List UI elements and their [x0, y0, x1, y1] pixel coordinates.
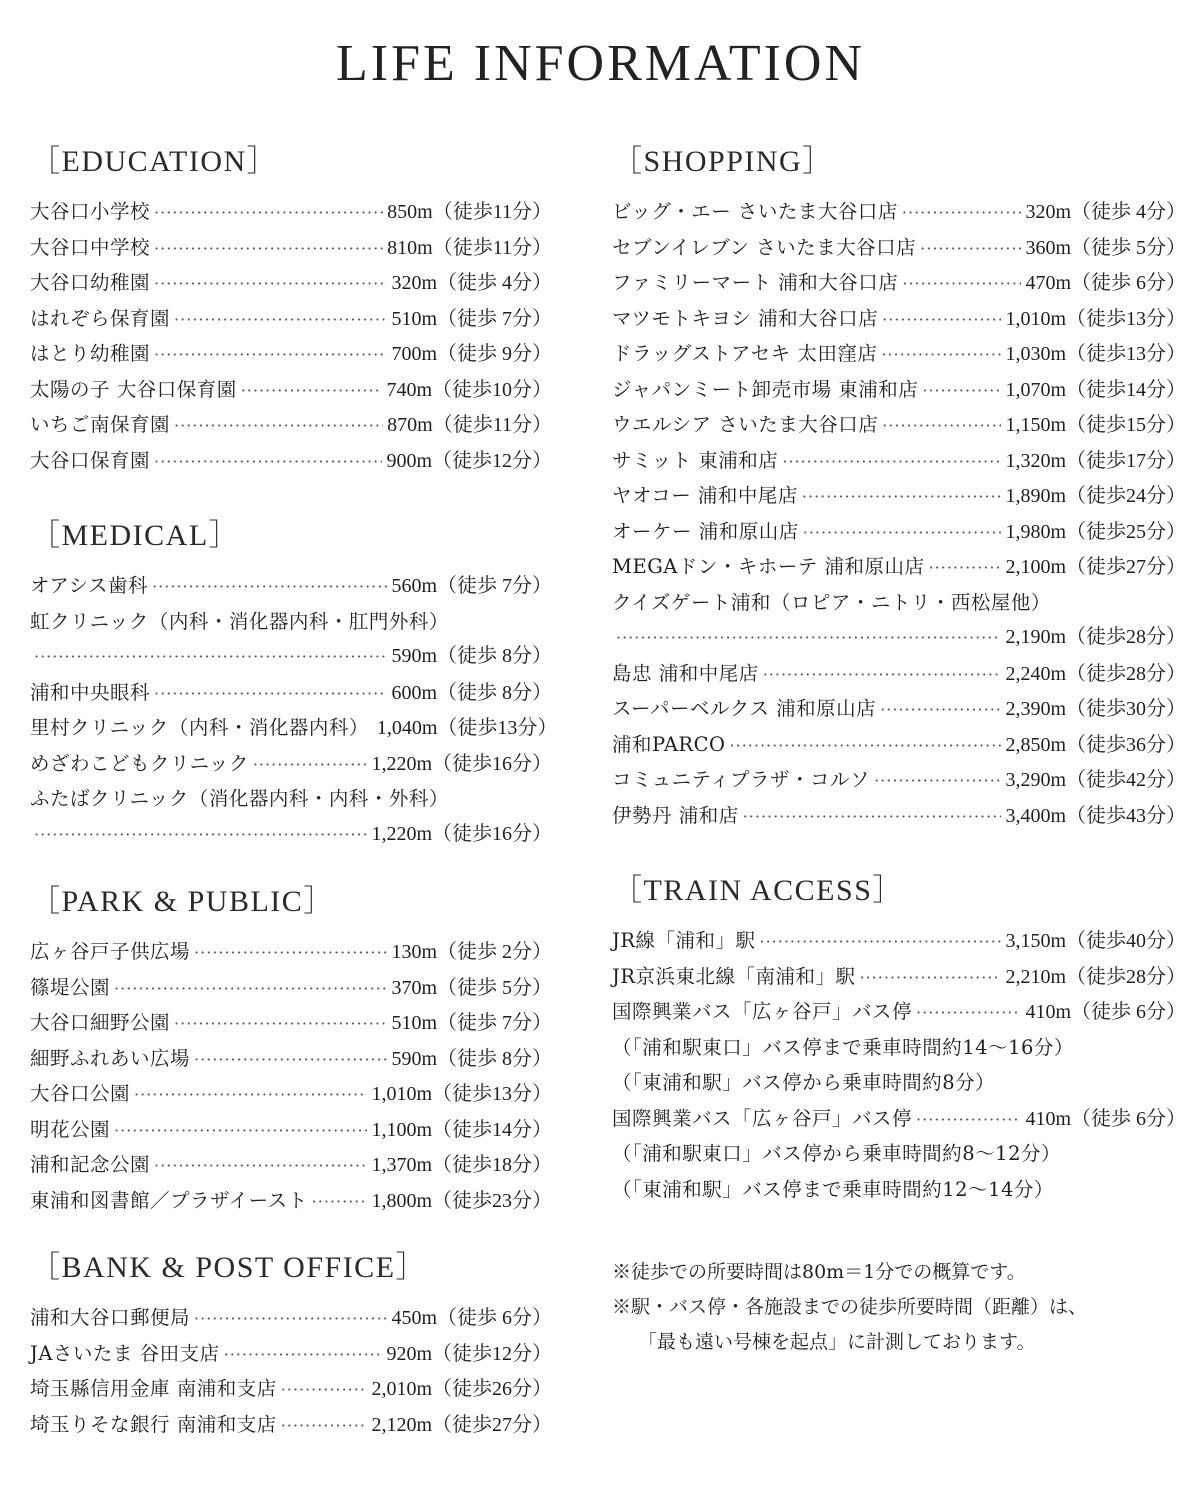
list-item [30, 1147, 552, 1183]
dot-leader [882, 302, 1001, 338]
list-item [30, 230, 552, 266]
item-name: 大谷口細野公園 [30, 1011, 171, 1034]
list-item [612, 1065, 1186, 1101]
dot-leader [782, 444, 1001, 480]
dot-leader [902, 195, 1022, 231]
dot-leader [194, 935, 387, 971]
item-name: 大谷口保育園 [30, 448, 151, 472]
dot-leader [312, 1184, 368, 1220]
item-distance: 2,240m（徒歩28分） [1005, 662, 1186, 685]
dot-leader [114, 971, 387, 1007]
dot-leader [154, 337, 387, 373]
list-item [30, 1336, 552, 1372]
item-distance: 2,120m（徒歩27分） [371, 1413, 552, 1436]
dot-leader [154, 1148, 367, 1184]
list-item [30, 1112, 552, 1148]
list-item [612, 727, 1186, 763]
list-item [30, 1407, 552, 1443]
list-item [30, 934, 552, 970]
list-item [30, 568, 552, 604]
item-name: 伊勢丹 浦和店 [612, 803, 739, 827]
item-distance: 2,210m（徒歩28分） [1005, 965, 1186, 988]
item-distance: 560m（徒歩 7分） [391, 575, 552, 597]
item-distance: 510m（徒歩 7分） [391, 1012, 552, 1034]
list-item [612, 372, 1186, 408]
item-distance: 1,320m（徒歩17分） [1005, 449, 1186, 472]
item-name: 里村クリニック（内科・消化器内科） [30, 716, 369, 739]
dot-leader [194, 1042, 387, 1078]
dot-leader [154, 444, 382, 480]
dot-leader [763, 657, 1002, 693]
dot-leader [802, 479, 1002, 515]
item-distance: 370m（徒歩 5分） [391, 976, 552, 999]
note-line: 「最も遠い号棟を起点」に計測しております。 [638, 1331, 1036, 1353]
list-item [612, 585, 1186, 621]
list-item [30, 675, 552, 711]
list-item [30, 407, 552, 443]
section-education [30, 138, 552, 478]
item-name: 大谷口幼稚園 [30, 271, 151, 294]
item-distance: 850m（徒歩11分） [387, 201, 552, 223]
dot-leader [743, 799, 1002, 835]
list-item [612, 762, 1186, 798]
list-item [30, 639, 552, 675]
list-item [30, 781, 552, 817]
item-distance: 410m（徒歩 6分） [1025, 1107, 1186, 1130]
list-item [30, 970, 552, 1006]
item-distance: 2,010m（徒歩26分） [371, 1378, 552, 1400]
dot-leader [154, 231, 383, 267]
item-distance: 2,190m（徒歩28分） [1005, 626, 1186, 648]
item-name: セブンイレブン さいたま大谷口店 [612, 235, 917, 259]
item-name: 大谷口公園 [30, 1082, 131, 1105]
list-item [612, 620, 1186, 656]
item-name: マツモトキヨシ 浦和大谷口店 [612, 306, 879, 330]
dot-leader [34, 817, 367, 853]
item-distance: 1,370m（徒歩18分） [371, 1154, 552, 1176]
item-name: いちご南保育園 [30, 413, 171, 436]
item-distance: 590m（徒歩 8分） [391, 1047, 552, 1070]
list-item [30, 1005, 552, 1041]
item-distance: 1,150m（徒歩15分） [1005, 414, 1186, 436]
item-distance: 410m（徒歩 6分） [1025, 1001, 1186, 1023]
list-item [612, 301, 1186, 337]
list-item [30, 1041, 552, 1077]
item-name: （「東浦和駅」バス停から乗車時間約8分） [612, 1071, 996, 1094]
item-name: ジャパンミート卸売市場 東浦和店 [612, 377, 919, 401]
list-item [612, 1136, 1186, 1172]
item-name: 浦和PARCO [612, 732, 726, 756]
item-distance: 1,220m（徒歩16分） [371, 752, 552, 775]
dot-leader [253, 747, 368, 783]
item-name: 国際興業バス「広ヶ谷戸」バス停 [612, 1106, 913, 1130]
note-line: ※駅・バス停・各施設までの徒歩所要時間（距離）は、 [612, 1296, 1088, 1318]
item-distance: 1,070m（徒歩14分） [1005, 378, 1186, 401]
section-heading: ［EDUCATION］ [30, 145, 279, 178]
item-name: はとり幼稚園 [30, 342, 151, 365]
item-name: 大谷口小学校 [30, 200, 151, 223]
item-distance: 1,010m（徒歩13分） [1005, 307, 1186, 330]
item-distance: 130m（徒歩 2分） [391, 941, 552, 963]
dot-leader [929, 550, 1002, 586]
item-distance: 1,220m（徒歩16分） [371, 822, 552, 845]
dot-leader [902, 266, 1021, 302]
dot-leader [916, 995, 1021, 1031]
item-name: 細野ふれあい広場 [30, 1046, 191, 1070]
item-distance: 1,040m（徒歩13分） [376, 717, 558, 739]
item-name: ファミリーマート 浦和大谷口店 [612, 271, 899, 294]
dot-leader [152, 569, 387, 605]
item-distance: 590m（徒歩 8分） [391, 645, 552, 667]
list-item [30, 265, 552, 301]
item-name: 浦和記念公園 [30, 1153, 151, 1176]
dot-leader [874, 763, 1001, 799]
item-name: クイズゲート浦和（ロピア・ニトリ・西松屋他） [612, 590, 1051, 614]
list-item [612, 994, 1186, 1030]
item-name: ヤオコー 浦和中尾店 [612, 484, 798, 507]
list-item [30, 1371, 552, 1407]
dot-leader [224, 1337, 383, 1373]
item-distance: 900m（徒歩12分） [386, 449, 552, 472]
list-item [612, 194, 1186, 230]
dot-leader [881, 337, 1001, 373]
item-name: スーパーベルクス 浦和原山店 [612, 697, 877, 720]
item-distance: 510m（徒歩 7分） [391, 307, 552, 330]
section-bank-post-office [30, 1244, 552, 1442]
item-distance: 450m（徒歩 6分） [391, 1307, 552, 1329]
dot-leader [154, 266, 387, 302]
dot-leader [920, 231, 1021, 267]
dot-leader [803, 515, 1002, 551]
item-name: オーケー 浦和原山店 [612, 519, 799, 543]
item-distance: 920m（徒歩12分） [386, 1342, 552, 1365]
item-name: JR京浜東北線「南浦和」駅 [612, 964, 856, 988]
item-distance: 2,390m（徒歩30分） [1005, 698, 1186, 720]
item-name: 浦和大谷口郵便局 [30, 1306, 191, 1329]
item-distance: 320m（徒歩 4分） [1025, 201, 1186, 223]
item-distance: 2,100m（徒歩27分） [1005, 556, 1186, 578]
list-item [30, 301, 552, 337]
notes [612, 1255, 1186, 1360]
item-name: オアシス歯科 [30, 574, 149, 597]
item-name: めざわこどもクリニック [30, 751, 249, 775]
item-distance: 470m（徒歩 6分） [1025, 272, 1186, 294]
list-item [30, 817, 552, 853]
list-item [30, 443, 552, 479]
dot-leader [241, 373, 383, 409]
list-item [30, 604, 552, 640]
item-distance: 1,030m（徒歩13分） [1005, 343, 1186, 365]
dot-leader [916, 1102, 1021, 1138]
item-name: （「浦和駅東口」バス停から乗車時間約8〜12分） [612, 1142, 1061, 1165]
section-heading: ［TRAIN ACCESS］ [612, 874, 904, 907]
item-name: JAさいたま 谷田支店 [30, 1341, 220, 1365]
dot-leader [174, 408, 383, 444]
section-medical [30, 512, 558, 852]
dot-leader [154, 676, 387, 712]
page-title: LIFE INFORMATION [336, 35, 865, 92]
item-name: 広ヶ谷戸子供広場 [30, 940, 191, 963]
section-park-public [30, 878, 552, 1218]
list-item [612, 443, 1186, 479]
list-item [612, 514, 1186, 550]
item-name: （「浦和駅東口」バス停まで乗車時間約14〜16分） [612, 1035, 1074, 1059]
list-item [612, 265, 1186, 301]
list-item [612, 1030, 1186, 1066]
item-distance: 1,100m（徒歩14分） [371, 1118, 552, 1141]
list-item [30, 1076, 552, 1112]
dot-leader [760, 924, 1002, 960]
dot-leader [114, 1113, 367, 1149]
dot-leader [174, 1006, 387, 1042]
list-item [612, 230, 1186, 266]
item-name: ビッグ・エー さいたま大谷口店 [612, 200, 898, 223]
item-name: 篠堤公園 [30, 975, 111, 999]
dot-leader [281, 1372, 368, 1408]
list-item [612, 656, 1186, 692]
item-distance: 810m（徒歩11分） [387, 236, 552, 259]
dot-leader [730, 728, 1002, 764]
item-distance: 320m（徒歩 4分） [391, 272, 552, 294]
list-item [30, 372, 552, 408]
left-column [30, 138, 558, 1442]
list-item [30, 336, 552, 372]
item-distance: 1,010m（徒歩13分） [371, 1083, 552, 1105]
item-name: 浦和中央眼科 [30, 680, 151, 704]
section-heading: ［MEDICAL］ [30, 519, 241, 552]
item-distance: 1,890m（徒歩24分） [1005, 485, 1186, 507]
item-name: 埼玉縣信用金庫 南浦和支店 [30, 1377, 277, 1400]
section-train-access [612, 867, 1186, 1207]
item-distance: 1,800m（徒歩23分） [371, 1189, 552, 1212]
item-distance: 3,290m（徒歩42分） [1005, 769, 1186, 791]
list-item [612, 691, 1186, 727]
list-item [30, 1300, 552, 1336]
list-item [612, 1172, 1186, 1208]
note-line: ※徒歩での所要時間は80m＝1分での概算です。 [612, 1261, 1026, 1283]
item-distance: 1,980m（徒歩25分） [1005, 520, 1186, 543]
list-item [612, 478, 1186, 514]
item-name: （「東浦和駅」バス停まで乗車時間約12〜14分） [612, 1177, 1054, 1201]
item-name: JR線「浦和」駅 [612, 929, 756, 952]
item-name: 国際興業バス「広ヶ谷戸」バス停 [612, 1000, 913, 1023]
item-name: 太陽の子 大谷口保育園 [30, 377, 237, 401]
list-item [30, 1183, 552, 1219]
item-name: 虹クリニック（内科・消化器内科・肛門外科） [30, 609, 449, 633]
item-name: コミュニティプラザ・コルソ [612, 768, 871, 791]
dot-leader [880, 692, 1001, 728]
item-name: ふたばクリニック（消化器内科・内科・外科） [30, 787, 449, 810]
right-column [612, 138, 1186, 1360]
dot-leader [194, 1301, 387, 1337]
list-item [612, 549, 1186, 585]
item-distance: 3,400m（徒歩43分） [1005, 804, 1186, 827]
list-item [30, 710, 558, 746]
dot-leader [34, 639, 387, 675]
item-distance: 600m（徒歩 8分） [391, 681, 552, 704]
list-item [612, 407, 1186, 443]
item-name: 東浦和図書館／プラザイースト [30, 1188, 308, 1212]
dot-leader [860, 960, 1002, 996]
item-name: ウエルシア さいたま大谷口店 [612, 413, 879, 436]
list-item [612, 336, 1186, 372]
item-name: 島忠 浦和中尾店 [612, 661, 759, 685]
list-item [612, 1101, 1186, 1137]
item-distance: 870m（徒歩11分） [387, 414, 552, 436]
list-item [612, 798, 1186, 834]
item-name: MEGAドン・キホーテ 浦和原山店 [612, 555, 925, 578]
dot-leader [616, 620, 1001, 656]
item-distance: 740m（徒歩10分） [386, 378, 552, 401]
list-item [612, 959, 1186, 995]
dot-leader [154, 195, 383, 231]
list-item [30, 746, 552, 782]
item-distance: 360m（徒歩 5分） [1025, 236, 1186, 259]
dot-leader [281, 1408, 368, 1444]
item-distance: 2,850m（徒歩36分） [1005, 733, 1186, 756]
dot-leader [882, 408, 1001, 444]
dot-leader [174, 302, 387, 338]
section-heading: ［PARK & PUBLIC］ [30, 885, 335, 918]
item-name: はれぞら保育園 [30, 306, 171, 330]
section-heading: ［SHOPPING］ [612, 145, 834, 178]
list-item [612, 923, 1186, 959]
item-name: 大谷口中学校 [30, 235, 151, 259]
item-name: 埼玉りそな銀行 南浦和支店 [30, 1412, 277, 1436]
item-name: ドラッグストアセキ 太田窪店 [612, 342, 878, 365]
section-heading: ［BANK & POST OFFICE］ [30, 1251, 428, 1284]
section-shopping [612, 138, 1186, 833]
item-distance: 3,150m（徒歩40分） [1005, 930, 1186, 952]
item-name: サミット 東浦和店 [612, 448, 779, 472]
item-distance: 700m（徒歩 9分） [391, 343, 552, 365]
item-name: 明花公園 [30, 1117, 111, 1141]
dot-leader [134, 1077, 367, 1113]
dot-leader [922, 373, 1001, 409]
list-item [30, 194, 552, 230]
